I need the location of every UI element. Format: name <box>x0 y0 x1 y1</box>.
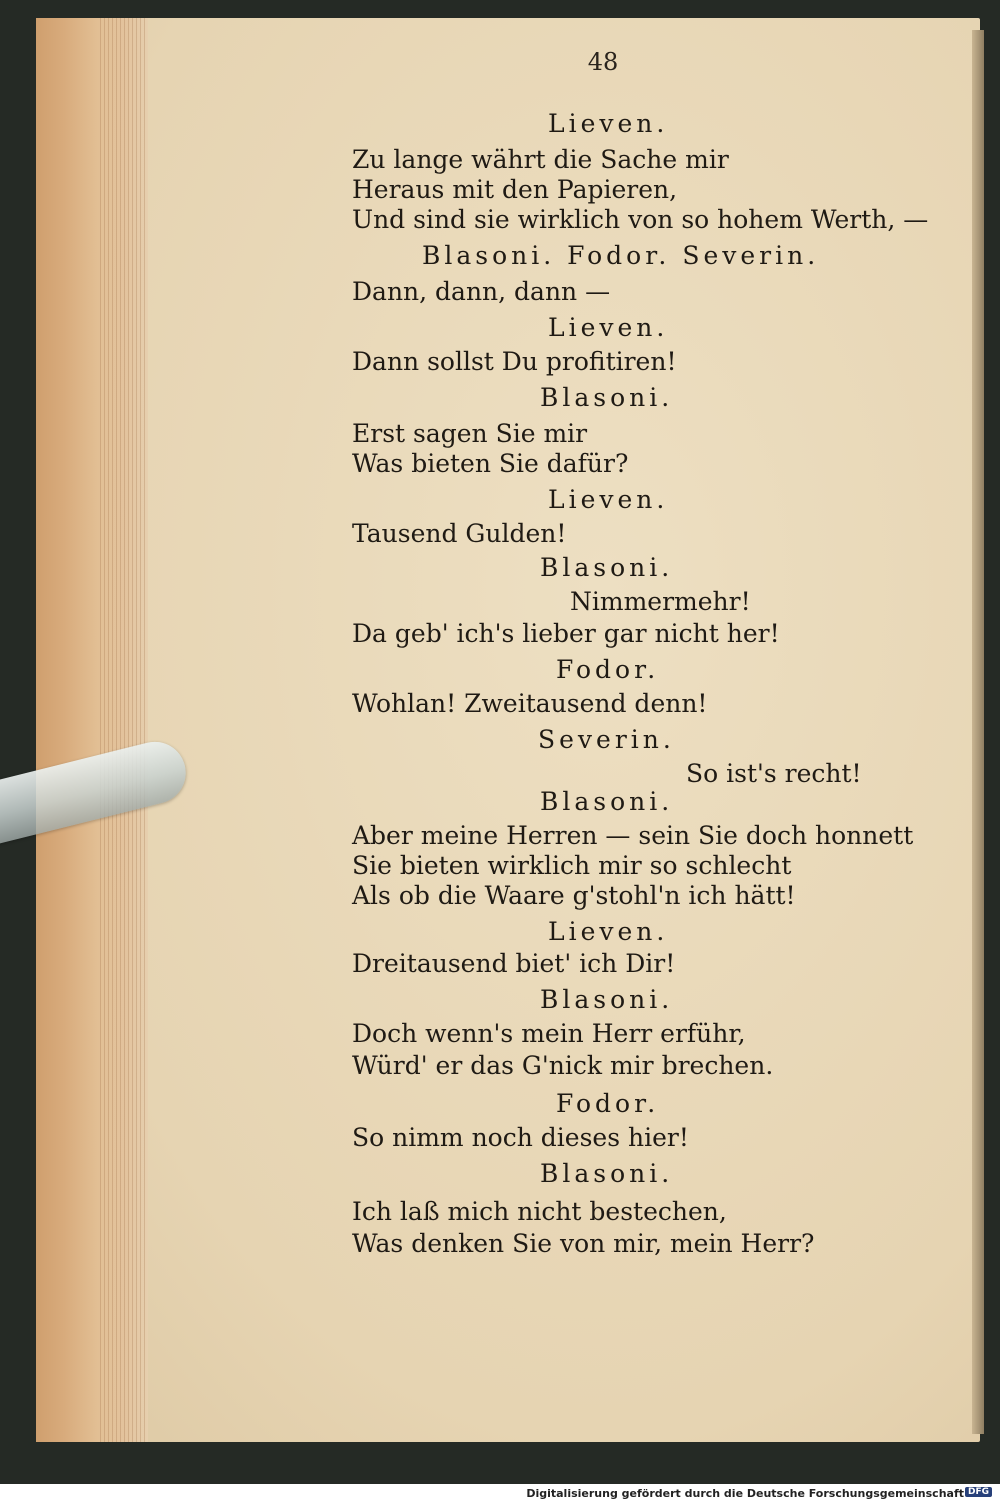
verse-line: Was denken Sie von mir, mein Herr? <box>352 1229 815 1258</box>
speaker-label: Blasoni. Fodor. Severin. <box>422 241 820 270</box>
verse-line: Was bieten Sie dafür? <box>352 449 629 478</box>
speaker-label: Blasoni. <box>540 553 674 582</box>
page-stack-lines <box>100 18 148 1442</box>
speaker-label: Lieven. <box>548 485 669 514</box>
footer-credit: Digitalisierung gefördert durch die Deutsche Forschungsgemeinschaft <box>526 1487 964 1500</box>
verse-line: Zu lange währt die Sache mir <box>352 145 729 174</box>
dfg-logo: DFG <box>965 1487 992 1497</box>
speaker-label: Severin. <box>538 725 675 754</box>
speaker-label: Blasoni. <box>540 787 674 816</box>
verse-line: Dreitausend biet' ich Dir! <box>352 949 676 978</box>
verse-line: So nimm noch dieses hier! <box>352 1123 689 1152</box>
verse-line: Dann, dann, dann — <box>352 277 611 306</box>
speaker-label: Lieven. <box>548 109 669 138</box>
footer-strip <box>0 1484 1000 1504</box>
verse-line: So ist's recht! <box>686 759 862 788</box>
verse-line: Sie bieten wirklich mir so schlecht <box>352 851 792 880</box>
verse-line: Und sind sie wirklich von so hohem Werth, — <box>352 205 929 234</box>
speaker-label: Fodor. <box>556 655 660 684</box>
speaker-label: Blasoni. <box>540 1159 674 1188</box>
verse-line: Tausend Gulden! <box>352 519 567 548</box>
page-number: 48 <box>587 48 619 76</box>
speaker-label: Lieven. <box>548 917 669 946</box>
page-right-shadow <box>972 30 984 1434</box>
page-stack-edge <box>36 18 148 1442</box>
verse-line: Nimmermehr! <box>570 587 751 616</box>
verse-line: Wohlan! Zweitausend denn! <box>352 689 708 718</box>
verse-line: Aber meine Herren — sein Sie doch honnett <box>352 821 914 850</box>
verse-line: Da geb' ich's lieber gar nicht her! <box>352 619 780 648</box>
verse-line: Ich laß mich nicht bestechen, <box>352 1197 727 1226</box>
verse-line: Als ob die Waare g'stohl'n ich hätt! <box>352 881 796 910</box>
speaker-label: Blasoni. <box>540 383 674 412</box>
verse-line: Erst sagen Sie mir <box>352 419 588 448</box>
speaker-label: Fodor. <box>556 1089 660 1118</box>
verse-line: Doch wenn's mein Herr erführ, <box>352 1019 746 1048</box>
verse-line: Heraus mit den Papieren, <box>352 175 678 204</box>
speaker-label: Lieven. <box>548 313 669 342</box>
speaker-label: Blasoni. <box>540 985 674 1014</box>
verse-line: Dann sollst Du profitiren! <box>352 347 677 376</box>
verse-line: Würd' er das G'nick mir brechen. <box>352 1051 774 1080</box>
